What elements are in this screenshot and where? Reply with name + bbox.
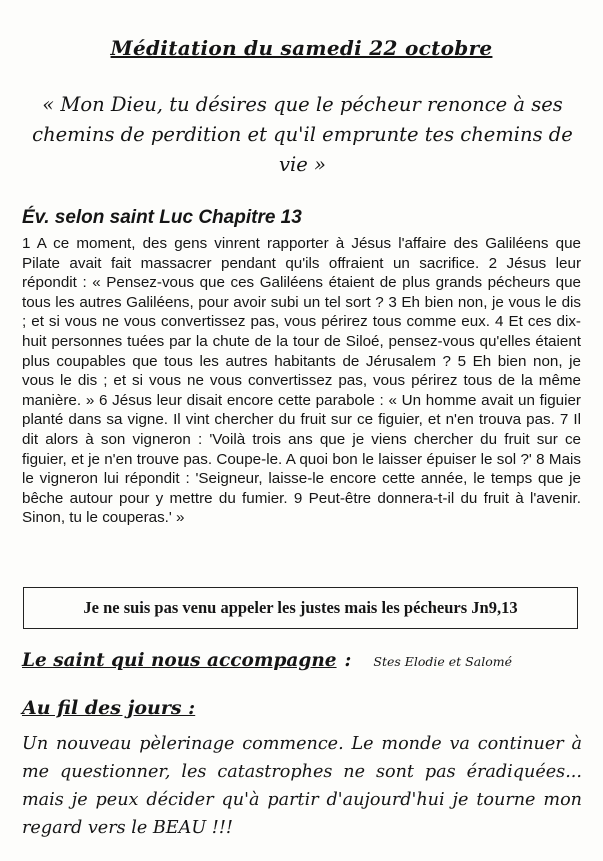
saint-label: Le saint qui nous accompagne	[22, 650, 337, 671]
saint-names: Stes Elodie et Salomé	[373, 654, 512, 669]
gospel-heading: Év. selon saint Luc Chapitre 13	[22, 207, 302, 228]
days-text: Un nouveau pèlerinage commence. Le monde va continuer à me questionner, les catastrophes ne sont pas éradiquées... mais je peux décider qu'à partir d'aujourd'hui je tourne mon regard vers le BEAU !!!	[22, 734, 582, 838]
page-title: Méditation du samedi 22 octobre	[110, 36, 493, 60]
gospel-text: 1 A ce moment, des gens vinrent rapporter à Jésus l'affaire des Galiléens que Pilate avait fait massacrer pendant qu'ils offraient un sacrifice. 2 Jésus leur répondit : « Pensez-vous que ces Galiléens étaient de plus grands pécheurs que tous les autres Galiléens, pour avoir subi un tel sort ? 3 Eh bien non, je vous le dis ; et si vous ne vous convertissez pas, vous périrez tous comme eux. 4 Et ces dix-huit personnes tuées par la chute de la tour de Siloé, pensez-vous qu'elles étaient plus coupables que tous les autres habitants de Jérusalem ? 5 Eh bien non, je vous le dis ; et si vous ne vous convertissez pas, vous périrez tous de la même manière. » 6 Jésus leur disait encore cette parabole : « Un homme avait un figuier planté dans sa vigne. Il vint chercher du fruit sur ce figuier, et n'en trouva pas. 7 Il dit alors à son vigneron : 'Voilà trois ans que je viens chercher du fruit sur ce figuier, et je n'en trouve pas. Coupe-le. A quoi bon le laisser épuiser le sol ?' 8 Mais le vigneron lui répondit : 'Seigneur, laisse-le encore cette année, le temps que je bêche autour pour y mettre du fumier. 9 Peut-être donnera-t-il du fruit à l'avenir. Sinon, tu le couperas.' »	[22, 235, 581, 527]
verse-box-text: Je ne suis pas venu appeler les justes mais les pécheurs Jn9,13	[83, 598, 518, 617]
saint-colon: :	[344, 650, 352, 671]
saint-of-the-day	[22, 650, 582, 671]
verse-box	[23, 587, 578, 629]
days-heading: Au fil des jours :	[22, 697, 196, 719]
opening-prayer-quote: « Mon Dieu, tu désires que le pécheur renonce à ses chemins de perdition et qu'il emprunte tes chemins de vie »	[32, 93, 573, 176]
